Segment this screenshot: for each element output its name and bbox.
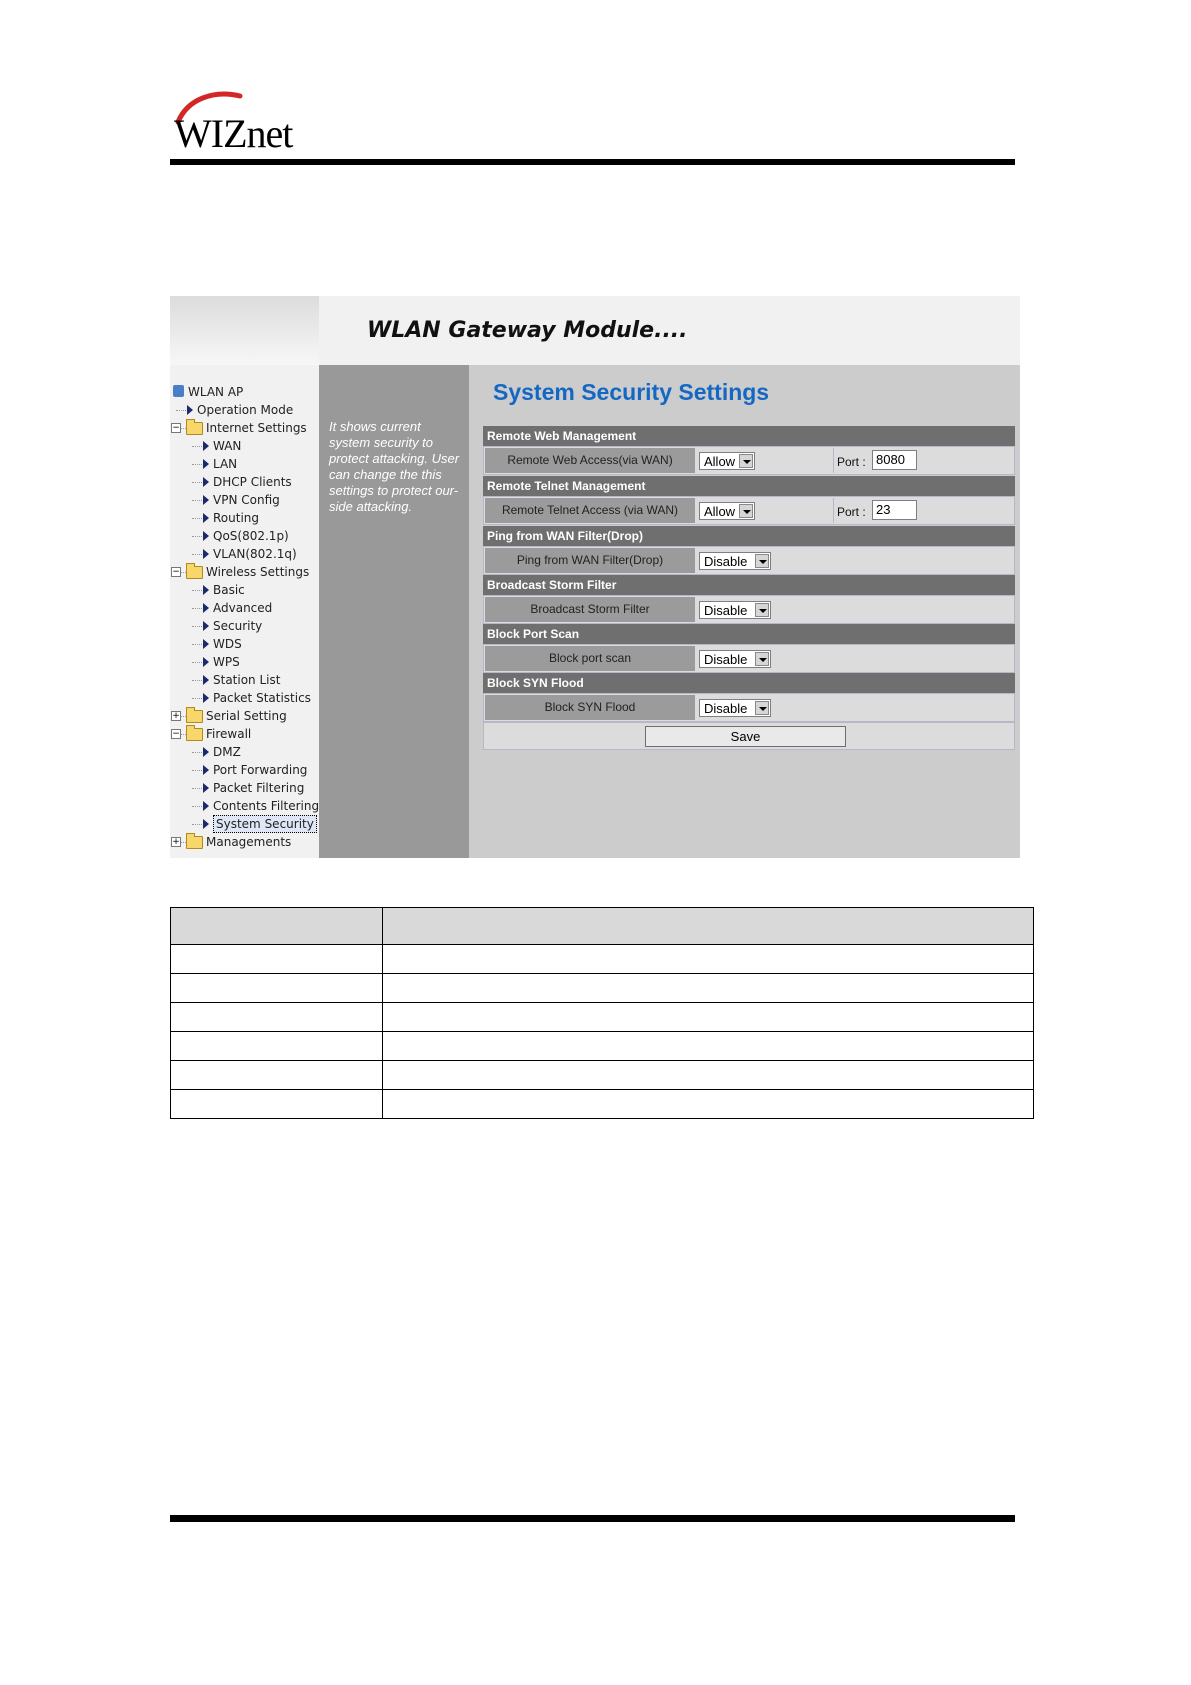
tree-item-routing[interactable] <box>170 509 319 527</box>
tree-item-station-list[interactable] <box>170 671 319 689</box>
tree-item-label: Contents Filtering <box>213 799 320 813</box>
banner-title: WLAN Gateway Module.... <box>367 318 688 343</box>
table-row <box>171 1061 1034 1090</box>
dropdown-arrow-icon <box>755 701 769 715</box>
folder-icon <box>186 836 203 849</box>
collapse-icon[interactable]: − <box>172 567 180 577</box>
block-syn-flood-label: Block SYN Flood <box>485 695 695 720</box>
remote-web-access-value: Allow <box>704 454 736 469</box>
dropdown-arrow-icon <box>739 504 753 518</box>
tree-item-qos-802-1p[interactable] <box>170 527 319 545</box>
tree-item-vlan-802-1q[interactable] <box>170 545 319 563</box>
ping-filter-label: Ping from WAN Filter(Drop) <box>485 548 695 573</box>
page-arrow-icon <box>203 693 209 703</box>
broadcast-storm-value: Disable <box>704 603 748 618</box>
tree-item-label: WPS <box>213 655 240 669</box>
broadcast-storm-select[interactable] <box>699 601 771 619</box>
tree-item-wds[interactable] <box>170 635 319 653</box>
logo-wordmark: WIZnet <box>174 111 293 156</box>
section-header-ping-filter: Ping from WAN Filter(Drop) <box>483 526 1015 546</box>
dropdown-arrow-icon <box>755 652 769 666</box>
broadcast-storm-label: Broadcast Storm Filter <box>485 597 695 622</box>
page-arrow-icon <box>203 765 209 775</box>
tree-item-label: System Security <box>213 815 317 833</box>
tree-item-label: QoS(802.1p) <box>213 529 289 543</box>
banner-left-panel <box>170 296 319 365</box>
remote-web-access-select[interactable] <box>699 452 755 470</box>
tree-item-vpn-config[interactable] <box>170 491 319 509</box>
save-row <box>483 722 1015 750</box>
remote-telnet-access-value: Allow <box>704 504 736 519</box>
page-arrow-icon <box>203 459 209 469</box>
tree-item-security[interactable] <box>170 617 319 635</box>
row-ping-filter <box>483 546 1015 575</box>
dropdown-arrow-icon <box>739 454 753 468</box>
collapse-icon[interactable]: − <box>172 729 180 739</box>
tree-item-wps[interactable] <box>170 653 319 671</box>
page-arrow-icon <box>187 405 193 415</box>
row-block-syn-flood <box>483 693 1015 722</box>
footer-rule <box>170 1515 1015 1522</box>
page-arrow-icon <box>203 477 209 487</box>
tree-item-lan[interactable] <box>170 455 319 473</box>
tree-item-label: Wireless Settings <box>206 565 310 579</box>
tree-item-label: WAN <box>213 439 242 453</box>
ping-filter-select[interactable] <box>699 552 771 570</box>
table-row <box>171 1032 1034 1061</box>
tree-item-operation-mode[interactable] <box>170 401 319 419</box>
page-description: It shows current system security to protect attacking. User can change the this settings to protect our-side attacking. <box>329 419 460 514</box>
description-table <box>170 907 1034 1119</box>
block-port-scan-label: Block port scan <box>485 646 695 671</box>
tree-item-label: Operation Mode <box>197 403 294 417</box>
tree-item-packet-statistics[interactable] <box>170 689 319 707</box>
section-header-remote-telnet: Remote Telnet Management <box>483 476 1015 496</box>
ping-filter-value: Disable <box>704 554 748 569</box>
page-arrow-icon <box>203 639 209 649</box>
page-arrow-icon <box>203 549 209 559</box>
tree-item-system-security[interactable] <box>170 815 319 833</box>
folder-icon <box>186 422 203 435</box>
router-admin-screenshot <box>170 296 1020 858</box>
page-arrow-icon <box>203 585 209 595</box>
tree-item-label: Packet Filtering <box>213 781 305 795</box>
page-arrow-icon <box>203 783 209 793</box>
tree-item-label: WDS <box>213 637 242 651</box>
tree-root-label: WLAN AP <box>188 385 244 399</box>
page-arrow-icon <box>203 531 209 541</box>
telnet-port-label: Port : <box>837 505 866 519</box>
main-panel <box>469 365 1020 858</box>
tree-item-label: Internet Settings <box>206 421 307 435</box>
section-header-block-syn-flood: Block SYN Flood <box>483 673 1015 693</box>
section-header-block-port-scan: Block Port Scan <box>483 624 1015 644</box>
folder-icon <box>186 728 203 741</box>
tree-item-serial-setting[interactable] <box>170 707 319 725</box>
page-title: System Security Settings <box>493 379 770 405</box>
page-arrow-icon <box>203 495 209 505</box>
page-arrow-icon <box>203 801 209 811</box>
web-port-input[interactable]: 8080 <box>872 450 917 470</box>
page-arrow-icon <box>203 441 209 451</box>
tree-item-label: Serial Setting <box>206 709 287 723</box>
tree-item-internet-settings[interactable] <box>170 419 319 437</box>
remote-telnet-access-select[interactable] <box>699 502 755 520</box>
dropdown-arrow-icon <box>755 603 769 617</box>
header-rule <box>170 159 1015 165</box>
tree-item-label: Basic <box>213 583 245 597</box>
block-port-scan-value: Disable <box>704 652 748 667</box>
tree-item-label: Routing <box>213 511 260 525</box>
table-row <box>171 1003 1034 1032</box>
save-button[interactable]: Save <box>645 726 846 747</box>
table-row <box>171 974 1034 1003</box>
table-header-cell <box>171 908 383 945</box>
table-row <box>171 1090 1034 1119</box>
tree-item-dmz[interactable] <box>170 743 319 761</box>
section-header-broadcast-storm: Broadcast Storm Filter <box>483 575 1015 595</box>
row-remote-telnet-access <box>483 496 1015 525</box>
page-arrow-icon <box>203 747 209 757</box>
tree-item-label: LAN <box>213 457 238 471</box>
page-arrow-icon <box>203 819 209 829</box>
expand-icon[interactable]: + <box>172 837 180 847</box>
tree-item-label: DMZ <box>213 745 241 759</box>
top-banner <box>170 296 1020 365</box>
folder-icon <box>186 566 203 579</box>
page-arrow-icon <box>203 603 209 613</box>
tree-item-wan[interactable] <box>170 437 319 455</box>
tree-item-label: Port Forwarding <box>213 763 308 777</box>
tree-item-wireless-settings[interactable] <box>170 563 319 581</box>
row-broadcast-storm <box>483 595 1015 624</box>
expand-icon[interactable]: + <box>172 711 180 721</box>
wiznet-logo <box>170 86 330 156</box>
section-header-remote-web: Remote Web Management <box>483 426 1015 446</box>
remote-telnet-access-label: Remote Telnet Access (via WAN) <box>485 498 695 523</box>
row-block-port-scan <box>483 644 1015 673</box>
tree-item-label: Packet Statistics <box>213 691 311 705</box>
tree-item-basic[interactable] <box>170 581 319 599</box>
tree-item-label: VLAN(802.1q) <box>213 547 297 561</box>
tree-item-advanced[interactable] <box>170 599 319 617</box>
dropdown-arrow-icon <box>755 554 769 568</box>
tree-item-managements[interactable] <box>170 833 319 851</box>
table-header-row <box>171 908 1034 945</box>
tree-item-contents-filtering[interactable] <box>170 797 319 815</box>
telnet-port-input[interactable]: 23 <box>872 500 917 520</box>
tree-item-dhcp-clients[interactable] <box>170 473 319 491</box>
collapse-icon[interactable]: − <box>172 423 180 433</box>
description-column <box>319 365 469 858</box>
tree-item-label: Station List <box>213 673 281 687</box>
tree-item-label: VPN Config <box>213 493 280 507</box>
block-syn-flood-select[interactable] <box>699 699 771 717</box>
tree-item-label: Managements <box>206 835 292 849</box>
tree-item-label: DHCP Clients <box>213 475 292 489</box>
tree-item-label: Advanced <box>213 601 273 615</box>
block-syn-flood-value: Disable <box>704 701 748 716</box>
tree-item-firewall[interactable] <box>170 725 319 743</box>
page-arrow-icon <box>203 675 209 685</box>
tree-root[interactable] <box>172 383 319 401</box>
navigation-tree <box>170 365 319 858</box>
tree-item-port-forwarding[interactable] <box>170 761 319 779</box>
web-port-label: Port : <box>837 455 866 469</box>
page-arrow-icon <box>203 657 209 667</box>
folder-icon <box>186 710 203 723</box>
remote-web-access-label: Remote Web Access(via WAN) <box>485 448 695 473</box>
row-remote-web-access <box>483 446 1015 475</box>
table-row <box>171 945 1034 974</box>
block-port-scan-select[interactable] <box>699 650 771 668</box>
page-arrow-icon <box>203 621 209 631</box>
tree-item-label: Security <box>213 619 263 633</box>
page-arrow-icon <box>203 513 209 523</box>
tree-item-label: Firewall <box>206 727 252 741</box>
tree-item-packet-filtering[interactable] <box>170 779 319 797</box>
table-header-cell <box>383 908 1034 945</box>
network-computer-icon <box>173 385 184 397</box>
